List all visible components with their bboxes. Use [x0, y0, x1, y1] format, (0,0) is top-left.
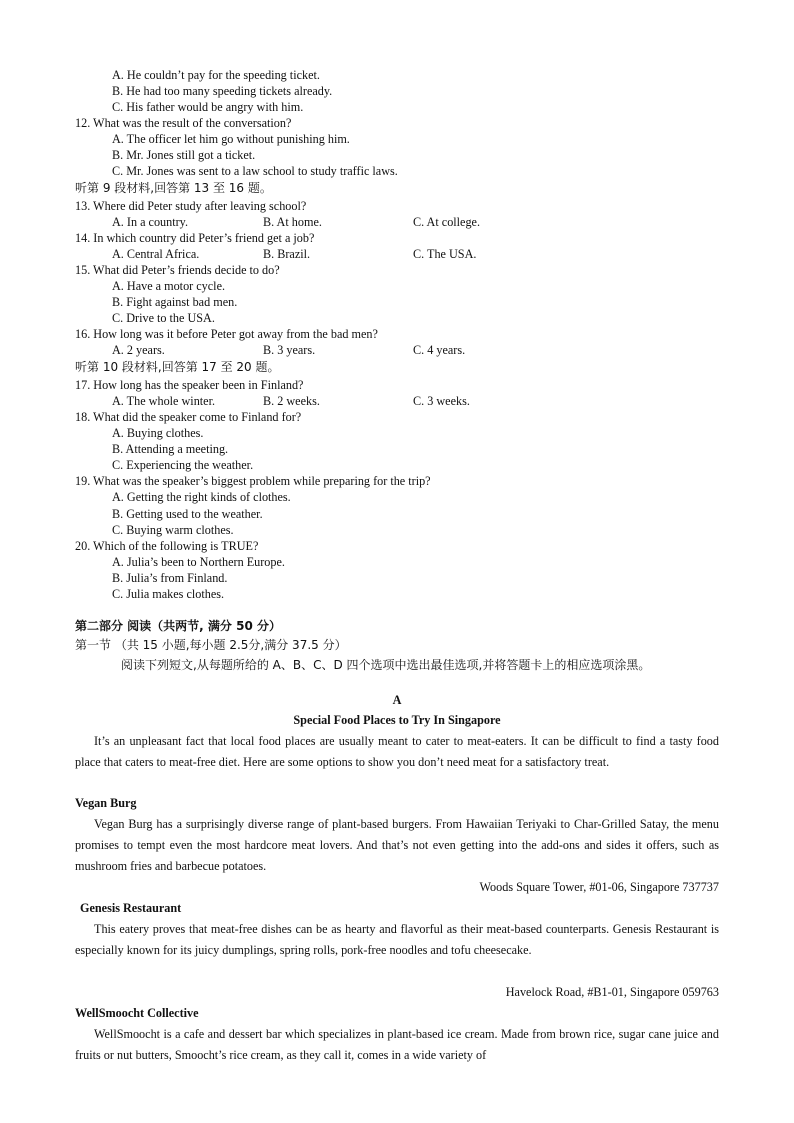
q13-option-a: A. In a country. — [112, 215, 189, 229]
q12-option-c: C. Mr. Jones was sent to a law school to study traffic laws. — [112, 164, 398, 178]
place-name-genesis: Genesis Restaurant — [80, 901, 182, 915]
q14-option-a: A. Central Africa. — [112, 247, 200, 261]
q14-option-c: C. The USA. — [413, 247, 477, 261]
q12-option-b: B. Mr. Jones still got a ticket. — [112, 148, 256, 162]
q13-question: 13. Where did Peter study after leaving school? — [75, 199, 307, 213]
q20-question: 20. Which of the following is TRUE? — [75, 539, 259, 553]
place-description-wellsmoocht: WellSmoocht is a cafe and dessert bar which specializes in plant-based ice cream. Made from brown rice, sugar cane juice and fruits or nut butters, Smoocht’s rice cream, as they call it, comes in a wide variety of — [75, 1027, 719, 1062]
q18-option-a: A. Buying clothes. — [112, 426, 204, 440]
place-description-vegan-burg: Vegan Burg has a surprisingly diverse range of plant-based burgers. From Hawaiian Teriyaki to Char-Grilled Satay, the menu promises to tempt even the most hardcore meat lovers. And that’s not even getting into the add-ons and sides it offers, such as mushroom fries and barbecue potatoes. — [75, 817, 719, 873]
q15-option-b: B. Fight against bad men. — [112, 295, 238, 309]
place-name-vegan-burg: Vegan Burg — [75, 796, 137, 810]
q15-option-c: C. Drive to the USA. — [112, 311, 215, 325]
place-description-genesis: This eatery proves that meat-free dishes can be as hearty and flavorful as their meat-based counterparts. Genesis Restaurant is especially known for its juicy dumplings, spring rolls, pork-free noodles and tofu cheesecake. — [75, 922, 719, 957]
section10-instruction: 听第 10 段材料,回答第 17 至 20 题。 — [75, 360, 280, 374]
q19-option-c: C. Buying warm clothes. — [112, 523, 234, 537]
q12-option-a: A. The officer let him go without punishing him. — [112, 132, 350, 146]
section-one-title: 第一节 （共 15 小题,每小题 2.5分,满分 37.5 分） — [75, 638, 347, 652]
q15-option-a: A. Have a motor cycle. — [112, 279, 226, 293]
q15-question: 15. What did Peter’s friends decide to do? — [75, 263, 280, 277]
reading-instruction: 阅读下列短文,从每题所给的 A、B、C、D 四个选项中选出最佳选项,并将答题卡上的相应选项涂黑。 — [121, 658, 651, 672]
q19-question: 19. What was the speaker’s biggest problem while preparing for the trip? — [75, 474, 431, 488]
q16-option-c: C. 4 years. — [413, 343, 466, 357]
q16-option-a: A. 2 years. — [112, 343, 165, 357]
q20-option-c: C. Julia makes clothes. — [112, 587, 225, 601]
q18-option-c: C. Experiencing the weather. — [112, 458, 254, 472]
q20-option-a: A. Julia’s been to Northern Europe. — [112, 555, 285, 569]
q17-option-b: B. 2 weeks. — [263, 394, 320, 408]
q17-question: 17. How long has the speaker been in Finland? — [75, 378, 304, 392]
q11-option-b: B. He had too many speeding tickets already. — [112, 84, 333, 98]
passage-label: A — [392, 693, 402, 707]
q17-option-c: C. 3 weeks. — [413, 394, 470, 408]
q13-option-c: C. At college. — [413, 215, 481, 229]
section9-instruction: 听第 9 段材料,回答第 13 至 16 题。 — [75, 181, 272, 195]
q13-option-b: B. At home. — [263, 215, 322, 229]
q14-question: 14. In which country did Peter’s friend get a job? — [75, 231, 315, 245]
passage-title: Special Food Places to Try In Singapore — [293, 713, 501, 727]
place-address-vegan-burg: Woods Square Tower, #01-06, Singapore 737737 — [479, 880, 719, 894]
q18-question: 18. What did the speaker come to Finland for? — [75, 410, 302, 424]
q20-option-b: B. Julia’s from Finland. — [112, 571, 228, 585]
place-name-wellsmoocht: WellSmoocht Collective — [75, 1006, 199, 1020]
q16-option-b: B. 3 years. — [263, 343, 316, 357]
q19-option-a: A. Getting the right kinds of clothes. — [112, 490, 291, 504]
q19-option-b: B. Getting used to the weather. — [112, 507, 263, 521]
q17-option-a: A. The whole winter. — [112, 394, 216, 408]
part-two-title: 第二部分 阅读（共两节, 满分 50 分） — [75, 619, 281, 633]
q11-option-a: A. He couldn’t pay for the speeding ticket. — [112, 68, 320, 82]
passage-intro: It’s an unpleasant fact that local food places are usually meant to cater to meat-eaters. It can be difficult to find a tasty food place that caters to meat-free diet. Here are some options to show you don’t need meat for a satisfactory treat. — [75, 734, 719, 769]
place-address-genesis: Havelock Road, #B1-01, Singapore 059763 — [505, 985, 719, 999]
q14-option-b: B. Brazil. — [263, 247, 311, 261]
q16-question: 16. How long was it before Peter got away from the bad men? — [75, 327, 378, 341]
q18-option-b: B. Attending a meeting. — [112, 442, 229, 456]
q11-option-c: C. His father would be angry with him. — [112, 100, 304, 114]
q12-question: 12. What was the result of the conversation? — [75, 116, 292, 130]
